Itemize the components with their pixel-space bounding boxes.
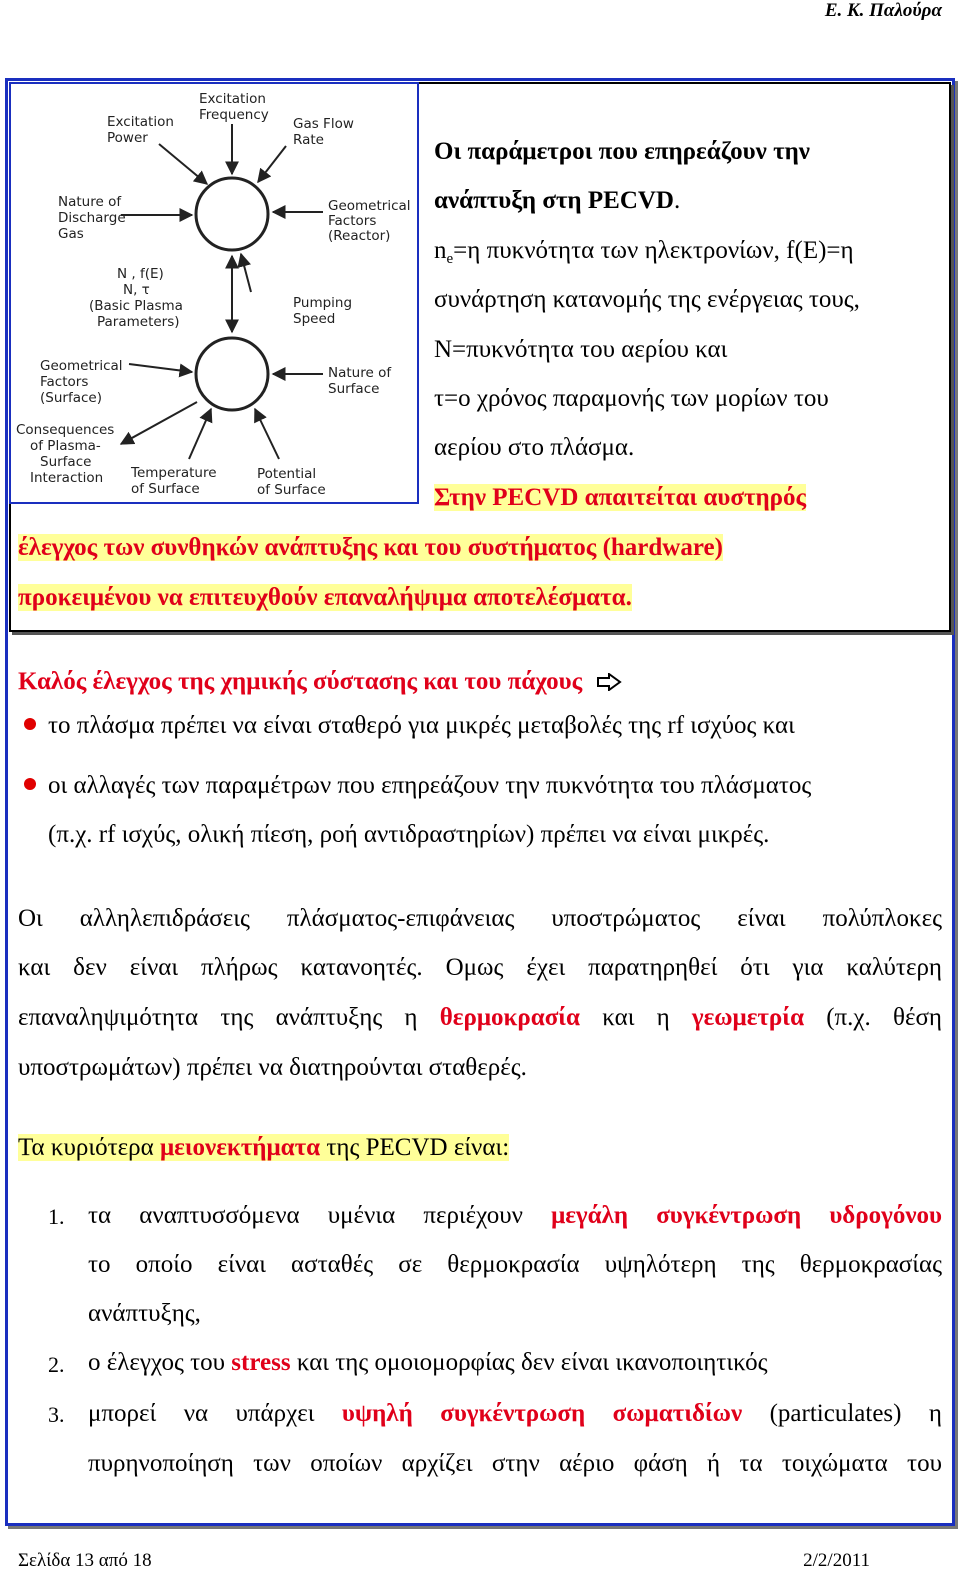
label-consequences-2: of Plasma- xyxy=(30,438,101,454)
label-gas-flow: Gas Flow xyxy=(293,116,354,132)
plasma-parameters-diagram xyxy=(9,82,419,504)
list-number-3: 3. xyxy=(48,1402,65,1427)
disadvantage-1-line-3: ανάπτυξης, xyxy=(88,1300,201,1327)
upper-circle xyxy=(196,178,268,250)
footer-page: Σελίδα 13 από 18 xyxy=(18,1550,152,1571)
header-author: Ε. Κ. Παλούρα xyxy=(824,0,942,21)
label-plasma-params: N , f(E) xyxy=(117,266,164,282)
disadvantage-2-pre: ο έλεγχος του xyxy=(88,1349,226,1376)
geometry-emphasis: γεωμετρία xyxy=(691,1004,805,1031)
disadvantages-heading-red: μειονεκτήματα xyxy=(159,1134,321,1161)
interactions-line-2: και δεν είναι πλήρως κατανοητές. Ομως έχει παρατηρηθεί ότι για καλύτερη xyxy=(18,954,942,981)
interactions-line-1: Οι αλληλεπιδράσεις πλάσματος-επιφάνειας υποστρώματος είναι πολύπλοκες xyxy=(18,905,942,932)
label-excitation-frequency-2: Frequency xyxy=(199,107,269,123)
disadvantage-1-pre: τα αναπτυσσόμενα υμένια περιέχουν xyxy=(88,1202,523,1229)
label-geometrical-surface-3: (Surface) xyxy=(40,390,102,406)
label-geometrical-surface: Geometrical xyxy=(40,358,123,374)
label-pumping-speed-2: Speed xyxy=(293,311,336,327)
label-consequences: Consequences xyxy=(16,422,115,438)
disadvantages-heading-pre: Τα κυριότερα xyxy=(18,1134,154,1161)
temperature-emphasis: θερμοκρασία xyxy=(439,1004,581,1031)
label-temperature-surface-2: of Surface xyxy=(131,481,200,497)
bullet-text-2a: οι αλλαγές των παραμέτρων που επηρεάζουν την πυκνότητα του πλάσματος xyxy=(48,772,812,799)
bullet-text-2b: (π.χ. rf ισχύς, ολική πίεση, ροή αντιδραστηρίων) πρέπει να είναι μικρές. xyxy=(48,821,770,848)
interactions-line-3-mid: και η xyxy=(602,1004,670,1031)
label-nature-surface: Nature of xyxy=(328,365,392,381)
label-plasma-params-3: (Basic Plasma xyxy=(89,298,183,314)
label-geometrical-reactor-2: Factors xyxy=(328,213,377,229)
warning-line-3: προκειμένου να επιτευχθούν επαναλήψιμα αποτελέσματα. xyxy=(18,584,632,611)
label-consequences-3: Surface xyxy=(40,454,92,470)
text-line-4: N=πυκνότητα του αερίου και xyxy=(434,336,728,363)
label-temperature-surface: Temperature xyxy=(131,465,217,481)
disadvantage-2-line-1 xyxy=(88,1347,768,1379)
label-nature-discharge: Nature of xyxy=(58,194,122,210)
text-line-6: αερίου στο πλάσμα. xyxy=(434,434,635,461)
ne-symbol: n xyxy=(434,237,447,264)
label-excitation-power-2: Power xyxy=(107,130,148,146)
disadvantage-3-line-2: πυρηνοποίηση των οποίων αρχίζει στην αέριο φάση ή τα τοιχώματα του xyxy=(88,1450,942,1477)
list-number-1: 1. xyxy=(48,1204,65,1229)
diagram-svg xyxy=(11,84,417,502)
interactions-line-3 xyxy=(18,993,942,1043)
control-heading: Καλός έλεγχος της χημικής σύστασης και του πάχους xyxy=(18,668,583,695)
footer-date: 2/2/2011 xyxy=(803,1550,870,1571)
particles-emphasis: υψηλή συγκέντρωση σωματιδίων xyxy=(341,1400,743,1427)
bullet-text-1: το πλάσμα πρέπει να είναι σταθερό για μικρές μεταβολές της rf ισχύος και xyxy=(48,712,795,739)
interactions-line-4: υποστρωμάτων) πρέπει να διατηρούνται σταθερές. xyxy=(18,1054,527,1081)
ne-rest: =η πυκνότητα των ηλεκτρονίων, f(E)=η xyxy=(453,237,854,264)
label-consequences-4: Interaction xyxy=(30,470,104,486)
control-heading-wrap xyxy=(18,666,622,698)
interactions-line-3-post: (π.χ. θέση xyxy=(826,1004,942,1031)
label-plasma-params-4: Parameters) xyxy=(97,314,180,330)
text-line-5: τ=ο χρόνος παραμονής των μορίων του xyxy=(434,385,829,412)
disadvantage-2-post: και της ομοιομορφίας δεν είναι ικανοποιητικός xyxy=(296,1349,768,1376)
disadvantage-3-post: (particulates) η xyxy=(769,1400,943,1427)
label-geometrical-reactor: Geometrical xyxy=(328,198,411,214)
right-arrow-icon xyxy=(596,673,622,691)
label-geometrical-reactor-3: (Reactor) xyxy=(328,228,391,244)
hydrogen-emphasis: μεγάλη συγκέντρωση υδρογόνου xyxy=(551,1202,943,1229)
disadvantage-1-line-1 xyxy=(88,1191,942,1241)
warning-line-2: έλεγχος των συνθηκών ανάπτυξης και του συστήματος (hardware) xyxy=(18,534,723,561)
label-gas-flow-2: Rate xyxy=(293,132,324,148)
label-nature-discharge-2: Discharge xyxy=(58,210,126,226)
disadvantages-heading xyxy=(18,1132,509,1164)
disadvantage-3-line-1 xyxy=(88,1389,942,1439)
params-title-2: ανάπτυξη στη PECVD xyxy=(434,187,674,214)
params-title-1: Οι παράμετροι που επηρεάζουν την xyxy=(434,138,810,165)
disadvantages-heading-post: της PECVD είναι: xyxy=(326,1134,510,1161)
text-line-3: συνάρτηση κατανομής της ενέργειας τους, xyxy=(434,286,860,313)
stress-emphasis: stress xyxy=(231,1349,291,1376)
label-nature-discharge-3: Gas xyxy=(58,226,84,242)
label-excitation-frequency: Excitation xyxy=(199,91,266,107)
disadvantage-1-line-2: το οποίο είναι ασταθές σε θερμοκρασία υψηλότερη της θερμοκρασίας xyxy=(88,1251,942,1278)
label-pumping-speed: Pumping xyxy=(293,295,353,311)
params-title-2-wrap xyxy=(434,185,680,217)
interactions-line-3-pre: επαναληψιμότητα της ανάπτυξης η xyxy=(18,1004,418,1031)
ne-subscript: e xyxy=(446,251,454,267)
label-excitation-power: Excitation xyxy=(107,114,174,130)
bullet-item-1 xyxy=(24,710,795,742)
label-nature-surface-2: Surface xyxy=(328,381,380,397)
lower-circle xyxy=(196,338,268,410)
label-geometrical-surface-2: Factors xyxy=(40,374,89,390)
bullet-dot-icon xyxy=(24,718,36,730)
list-number-2: 2. xyxy=(48,1352,65,1377)
label-potential-surface-2: of Surface xyxy=(257,482,326,498)
params-title-period: . xyxy=(674,187,681,214)
bullet-dot-icon xyxy=(24,778,36,790)
bullet-item-2 xyxy=(24,770,811,802)
disadvantage-3-pre: μπορεί να υπάρχει xyxy=(88,1400,315,1427)
label-potential-surface: Potential xyxy=(257,466,317,482)
warning-line-1: Στην PECVD απαιτείται αυστηρός xyxy=(434,484,807,511)
label-plasma-params-2: N, τ xyxy=(123,282,150,298)
ne-definition xyxy=(434,235,854,275)
